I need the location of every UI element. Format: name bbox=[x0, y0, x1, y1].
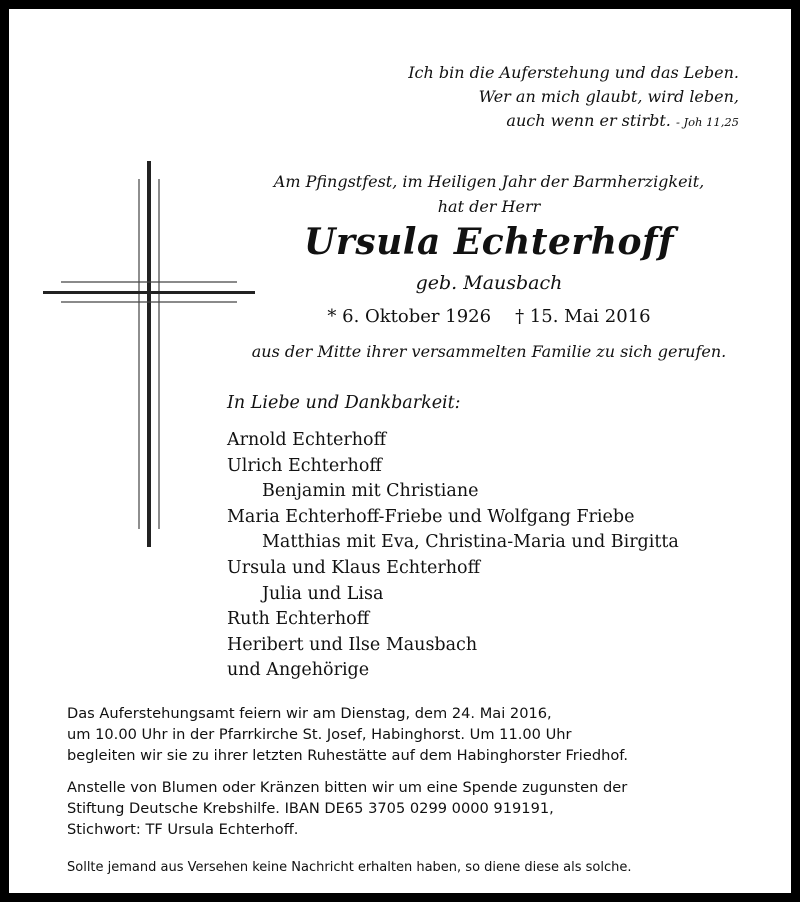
bible-verse bbox=[408, 61, 739, 134]
service-line: Das Auferstehungsamt feiern wir am Dienstag, dem 24. Mai 2016, bbox=[67, 705, 552, 722]
family-member: Heribert und Ilse Mausbach bbox=[227, 634, 478, 655]
donation-line: Stichwort: TF Ursula Echterhoff. bbox=[67, 821, 299, 838]
intro-line: Am Pfingstfest, im Heiligen Jahr der Barmherzigkeit, bbox=[273, 172, 705, 191]
service-line: um 10.00 Uhr in der Pfarrkirche St. Josef, Habinghorst. Um 11.00 Uhr bbox=[67, 726, 572, 743]
life-dates bbox=[249, 306, 729, 327]
family-member: und Angehörige bbox=[227, 660, 370, 681]
verse-line: Ich bin die Auferstehung und das Leben. bbox=[408, 63, 739, 82]
family-member: Maria Echterhoff-Friebe und Wolfgang Friebe bbox=[227, 506, 635, 527]
donation-info bbox=[67, 777, 627, 840]
service-info bbox=[67, 703, 628, 766]
verse-reference: - Joh 11,25 bbox=[675, 115, 739, 129]
intro-text bbox=[249, 169, 729, 219]
verse-line bbox=[408, 109, 739, 134]
verse-line-text: auch wenn er stirbt. bbox=[506, 111, 671, 130]
family-member: Ursula und Klaus Echterhoff bbox=[227, 557, 481, 578]
donation-line: Stiftung Deutsche Krebshilfe. IBAN DE65 3705 0299 0000 919191, bbox=[67, 800, 554, 817]
deceased-name: Ursula Echterhoff bbox=[303, 221, 675, 263]
called-home-text: aus der Mitte ihrer versammelten Familie zu sich gerufen. bbox=[251, 342, 727, 361]
thanks-heading: In Liebe und Dankbarkeit: bbox=[227, 393, 461, 413]
family-member: Ruth Echterhoff bbox=[227, 609, 370, 630]
family-member: Matthias mit Eva, Christina-Maria und Birgitta bbox=[262, 532, 679, 553]
family-member: Ulrich Echterhoff bbox=[227, 455, 382, 476]
family-member: Benjamin mit Christiane bbox=[262, 481, 479, 502]
family-member: Julia und Lisa bbox=[262, 583, 384, 604]
service-line: begleiten wir sie zu ihrer letzten Ruhestätte auf dem Habinghorster Friedhof. bbox=[67, 747, 628, 764]
birth-date: * 6. Oktober 1926 bbox=[327, 306, 492, 327]
verse-line: Wer an mich glaubt, wird leben, bbox=[478, 87, 739, 106]
notice-text: Sollte jemand aus Versehen keine Nachricht erhalten haben, so diene diese als solche. bbox=[67, 860, 632, 875]
family-list bbox=[227, 428, 679, 684]
intro-line: hat der Herr bbox=[437, 197, 541, 216]
donation-line: Anstelle von Blumen oder Kränzen bitten wir um eine Spende zugunsten der bbox=[67, 779, 628, 796]
maiden-name: geb. Mausbach bbox=[415, 272, 563, 294]
family-member: Arnold Echterhoff bbox=[227, 430, 387, 450]
death-date: † 15. Mai 2016 bbox=[515, 306, 651, 327]
